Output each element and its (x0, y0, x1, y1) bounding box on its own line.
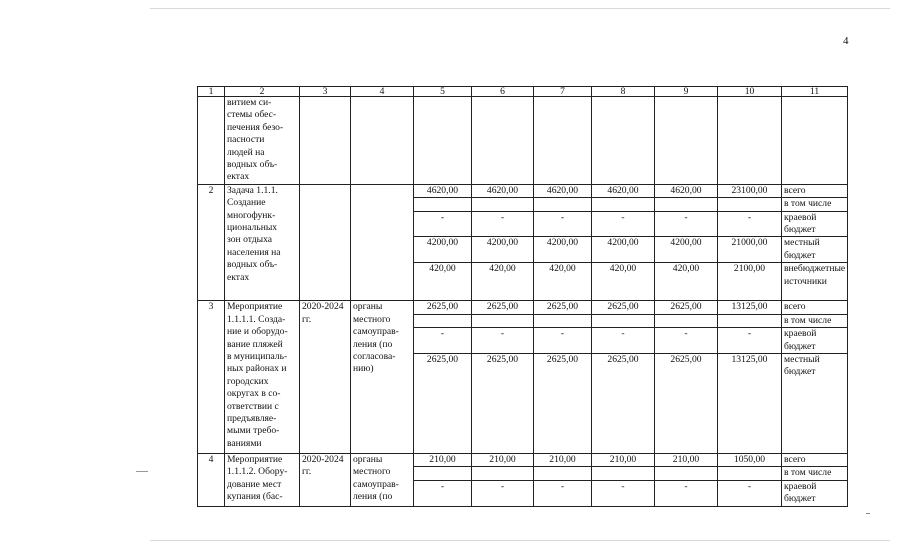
cell-value: 2625,00 (592, 353, 655, 453)
cell-value: - (414, 480, 472, 506)
cell-empty (472, 97, 534, 185)
column-header: 9 (655, 87, 718, 97)
cell-line: Задача 1.1.1. (227, 184, 278, 196)
cell-value (592, 314, 655, 327)
cell-line: людей на (227, 146, 265, 158)
cell-line: местного (353, 313, 391, 325)
cell-value: - (718, 480, 782, 506)
scan-edge-top (150, 8, 890, 9)
table-row (198, 453, 848, 466)
cell-value: 2625,00 (472, 353, 534, 453)
cell-value: - (472, 480, 534, 506)
cell-empty (655, 97, 718, 185)
cell-line: купания (бас- (227, 491, 283, 503)
cell-line: водных объ- (227, 259, 278, 271)
column-header: 7 (534, 87, 592, 97)
cell-value: 4620,00 (534, 184, 592, 197)
cell-line: вание пляжей (227, 338, 283, 350)
cell-line: самоуправ- (353, 478, 399, 490)
cell-value: - (534, 328, 592, 354)
cell-empty (718, 97, 782, 185)
cell-line: ние и оборудо- (227, 326, 288, 338)
column-header: 6 (472, 87, 534, 97)
cell-value (534, 314, 592, 327)
cell-empty (414, 97, 472, 185)
cell-name (225, 184, 300, 300)
cell-source: краевой бюджет (782, 211, 848, 237)
cell-source: местный бюджет (782, 353, 848, 453)
cell-value (718, 314, 782, 327)
cell-line: стемы обес- (227, 109, 277, 121)
cell-line: 1.1.1.2. Обору- (227, 466, 288, 478)
cell-value: 21000,00 (718, 237, 782, 263)
cell-value: 2625,00 (472, 301, 534, 314)
table-body (198, 87, 848, 507)
cell-value: - (414, 211, 472, 237)
cell-value (534, 467, 592, 480)
cell-value: 2625,00 (534, 353, 592, 453)
cell-empty (351, 97, 414, 185)
cell-value (472, 198, 534, 211)
cell-value: - (534, 211, 592, 237)
cell-line: Мероприятие (227, 453, 283, 465)
cell-line: водных объ- (227, 159, 278, 171)
cell-value: 4620,00 (592, 184, 655, 197)
cell-value: 420,00 (655, 263, 718, 301)
cell-source: всего (782, 301, 848, 314)
column-header: 8 (592, 87, 655, 97)
cell-source: в том числе (782, 314, 848, 327)
cell-line: циональных (227, 222, 278, 234)
cell-source: в том числе (782, 467, 848, 480)
cell-value: - (655, 211, 718, 237)
cell-line: самоуправ- (353, 326, 399, 338)
cell-value: 210,00 (592, 453, 655, 466)
cell-source: краевой бюджет (782, 480, 848, 506)
scan-edge-bottom (150, 540, 890, 541)
cell-line: Мероприятие (227, 301, 283, 313)
cell-value (414, 198, 472, 211)
cell-source: в том числе (782, 198, 848, 211)
cell-line: ных районах и (227, 363, 287, 375)
cell-line: органы (353, 453, 383, 465)
cell-empty (534, 97, 592, 185)
cell-name (225, 97, 300, 185)
cell-value (592, 467, 655, 480)
cell-name (225, 301, 300, 454)
cell-value: - (592, 211, 655, 237)
cell-value (655, 314, 718, 327)
column-header: 1 (198, 87, 225, 97)
cell-value: 2100,00 (718, 263, 782, 301)
cell-value: 420,00 (592, 263, 655, 301)
cell-value: 210,00 (414, 453, 472, 466)
cell-value: 4200,00 (592, 237, 655, 263)
cell-line: зон отдыха (227, 234, 273, 246)
cell-line: ваниями (227, 437, 262, 449)
cell-empty (300, 97, 351, 185)
cell-value: 4200,00 (414, 237, 472, 263)
cell-line: 1.1.1.1. Созда- (227, 313, 286, 325)
column-header: 10 (718, 87, 782, 97)
cell-line: местного (353, 466, 391, 478)
cell-line: Создание (227, 197, 266, 209)
cell-num: 4 (198, 453, 225, 506)
cell-value (592, 198, 655, 211)
cell-value: 210,00 (655, 453, 718, 466)
column-header: 5 (414, 87, 472, 97)
cell-value: 4200,00 (472, 237, 534, 263)
cell-source: краевой бюджет (782, 328, 848, 354)
cell-value (472, 314, 534, 327)
cell-period: 2020-2024 гг. (300, 301, 351, 454)
cell-value: 4620,00 (655, 184, 718, 197)
cell-line: ектах (227, 171, 250, 183)
cell-source: всего (782, 453, 848, 466)
cell-value: 2625,00 (414, 301, 472, 314)
table-row-continuation (198, 97, 848, 185)
cell-value: 2625,00 (592, 301, 655, 314)
cell-value: 2625,00 (655, 353, 718, 453)
cell-line: населения на (227, 246, 281, 258)
cell-num (198, 97, 225, 185)
cell-value (718, 467, 782, 480)
cell-num: 3 (198, 301, 225, 454)
cell-value: 13125,00 (718, 353, 782, 453)
table-row (198, 184, 848, 197)
cell-line: городских (227, 375, 269, 387)
cell-executor (351, 301, 414, 454)
cell-name (225, 453, 300, 506)
cell-value: 420,00 (534, 263, 592, 301)
page-number: 4 (843, 35, 849, 47)
cell-value: 2625,00 (655, 301, 718, 314)
table-header-row (198, 87, 848, 97)
cell-line: ления (по (353, 491, 393, 503)
cell-value: 1050,00 (718, 453, 782, 466)
cell-value (655, 467, 718, 480)
cell-value: - (592, 328, 655, 354)
cell-value: - (718, 211, 782, 237)
cell-value (414, 314, 472, 327)
cell-value (718, 198, 782, 211)
cell-line: согласова- (353, 350, 396, 362)
cell-value: 210,00 (534, 453, 592, 466)
cell-value: 210,00 (472, 453, 534, 466)
margin-mark (136, 471, 148, 472)
cell-line: нию) (353, 363, 374, 375)
column-header: 11 (782, 87, 848, 97)
cell-value: - (655, 480, 718, 506)
cell-value: 23100,00 (718, 184, 782, 197)
cell-executor (351, 453, 414, 506)
cell-executor (351, 184, 414, 300)
cell-value: - (534, 480, 592, 506)
cell-value: - (472, 328, 534, 354)
cell-value: - (718, 328, 782, 354)
cell-value: 4620,00 (414, 184, 472, 197)
cell-line: ответствии с (227, 400, 279, 412)
cell-line: ления (по (353, 338, 393, 350)
cell-value: 2625,00 (534, 301, 592, 314)
cell-line: округах в со- (227, 388, 281, 400)
column-header: 3 (300, 87, 351, 97)
cell-value: 2625,00 (414, 353, 472, 453)
cell-value: 13125,00 (718, 301, 782, 314)
cell-line: ектах (227, 271, 250, 283)
cell-value (414, 467, 472, 480)
cell-empty (782, 97, 848, 185)
cell-value (534, 198, 592, 211)
cell-value: - (472, 211, 534, 237)
cell-value: - (655, 328, 718, 354)
cell-empty (592, 97, 655, 185)
cell-line: дование мест (227, 478, 282, 490)
cell-value: 4200,00 (534, 237, 592, 263)
program-table (197, 86, 848, 507)
cell-value (472, 467, 534, 480)
cell-period: 2020-2024 гг. (300, 453, 351, 506)
cell-source: всего (782, 184, 848, 197)
cell-value: 4200,00 (655, 237, 718, 263)
cell-value: 420,00 (414, 263, 472, 301)
cell-line: органы (353, 301, 383, 313)
cell-line: в муниципаль- (227, 350, 288, 362)
cell-line: многофунк- (227, 209, 276, 221)
cell-period (300, 184, 351, 300)
cell-source: внебюджетные источники (782, 263, 848, 301)
cell-line: мыми требо- (227, 425, 280, 437)
cell-value: 4620,00 (472, 184, 534, 197)
cell-line: печения безо- (227, 121, 284, 133)
margin-mark (866, 513, 870, 514)
cell-line: пасности (227, 134, 265, 146)
cell-line: предъявляе- (227, 412, 277, 424)
cell-value: - (592, 480, 655, 506)
cell-num: 2 (198, 184, 225, 300)
cell-value (655, 198, 718, 211)
column-header: 2 (225, 87, 300, 97)
table-row (198, 301, 848, 314)
cell-value: 420,00 (472, 263, 534, 301)
column-header: 4 (351, 87, 414, 97)
cell-line: витием си- (227, 97, 272, 108)
cell-source: местный бюджет (782, 237, 848, 263)
cell-value: - (414, 328, 472, 354)
